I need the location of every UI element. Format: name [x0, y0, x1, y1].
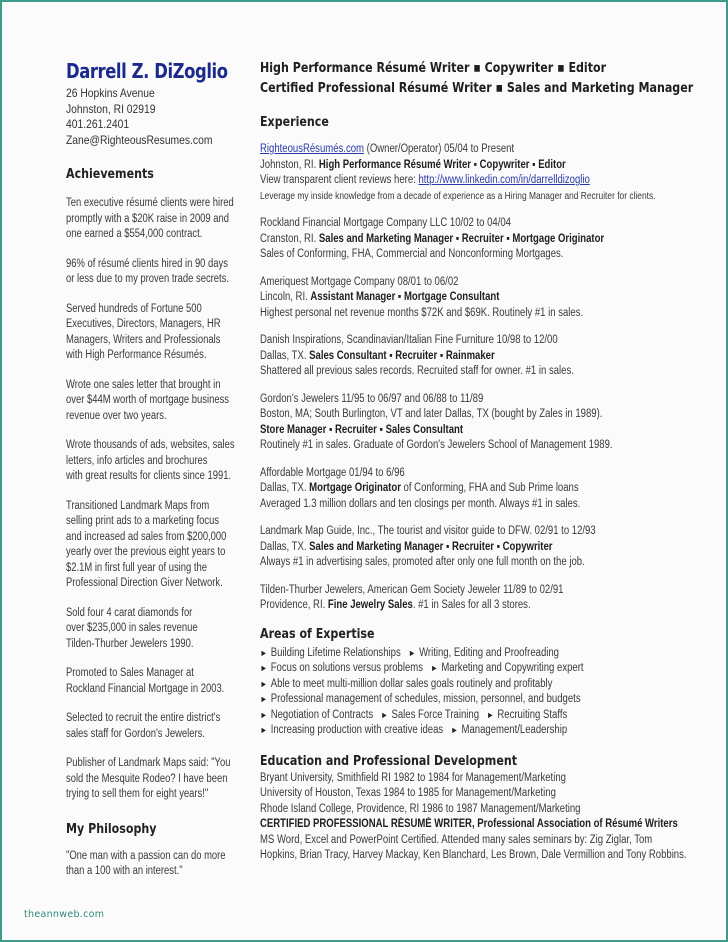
- achievements-heading: Achievements: [66, 166, 154, 182]
- triangle-bullet-icon: ►: [260, 647, 268, 658]
- expertise-item: Management/Leadership: [461, 724, 568, 736]
- achievement-line: Ten executive résumé clients were hired: [66, 197, 234, 209]
- achievement-line: Wrote thousands of ads, websites, sales: [66, 439, 235, 451]
- achievement-item: [66, 666, 246, 697]
- reviews-label: View transparent client reviews here:: [260, 174, 419, 186]
- job-role: Assistant Manager ▪ Mortgage Consultant: [310, 291, 500, 303]
- achievement-line: over $44M worth of mortgage business: [66, 394, 230, 406]
- triangle-bullet-icon: ►: [430, 663, 439, 673]
- certification-line: CERTIFIED PROFESSIONAL RÉSUMÉ WRITER, Professional Association of Résumé Writers: [260, 818, 678, 830]
- expertise-heading: Areas of Expertise: [260, 625, 375, 642]
- triangle-bullet-icon: ►: [450, 725, 459, 735]
- job-company-line: Tilden-Thurber Jewelers, American Gem Society Jeweler 11/89 to 02/91: [260, 583, 564, 596]
- phone: 401.261.2401: [66, 117, 130, 131]
- achievement-item: [66, 257, 246, 288]
- job-description: Always #1 in advertising sales, promoted after only one full month on the job.: [260, 556, 585, 568]
- job-entry: [260, 275, 700, 322]
- left-column: [66, 58, 246, 880]
- expertise-row: [260, 708, 625, 724]
- job-entry: [260, 142, 700, 204]
- triangle-bullet-icon: ►: [486, 709, 495, 720]
- philosophy-quote: [66, 849, 246, 880]
- education-line: University of Houston, Texas 1984 to 1985 for Management/Marketing: [260, 787, 556, 799]
- expertise-item: Focus on solutions versus problems: [270, 662, 423, 674]
- achievement-item: [66, 499, 246, 592]
- achievement-line: Rockland Financial Mortgage in 2003.: [66, 682, 225, 695]
- achievement-item: [66, 378, 246, 425]
- job-entry: [260, 466, 700, 513]
- achievement-line: revenue over two years.: [66, 409, 167, 422]
- achievement-line: 96% of résumé clients hired in 90 days: [66, 257, 228, 270]
- job-role-line: [260, 598, 625, 614]
- expertise-row: [260, 723, 625, 739]
- achievement-line: and increased ad sales from $200,000: [66, 530, 227, 543]
- expertise-item: Writing, Editing and Proofreading: [419, 646, 559, 659]
- job-note: Leverage my inside knowledge from a decade of experience as a Hiring Manager and Recruiter for clients.: [260, 190, 656, 202]
- achievement-item: [66, 756, 246, 803]
- triangle-bullet-icon: ►: [260, 678, 268, 689]
- triangle-bullet-icon: ►: [380, 709, 389, 720]
- expertise-list: [260, 646, 700, 739]
- job-role: Sales and Marketing Manager ▪ Recruiter ▪ Copywriter: [309, 540, 553, 553]
- philosophy-line: than a 100 with an interest.": [66, 865, 183, 877]
- job-role: Fine Jewelry Sales: [327, 599, 413, 611]
- candidate-name: Darrell Z. DiZoglio: [66, 59, 228, 83]
- job-company-line: Ameriquest Mortgage Company 08/01 to 06/02: [260, 275, 459, 288]
- reviews-line: [260, 173, 625, 189]
- job-location: Dallas, TX.: [260, 540, 310, 553]
- education-line: Bryant University, Smithfield RI 1982 to 1984 for Management/Marketing: [260, 771, 566, 784]
- achievement-line: yearly over the previous eight years to: [66, 546, 226, 558]
- expertise-item: Increasing production with creative ideas: [270, 724, 444, 736]
- job-location: Dallas, TX.: [260, 482, 310, 494]
- expertise-item: Sales Force Training: [391, 708, 480, 721]
- achievements-list: [66, 196, 246, 803]
- job-role: Mortgage Originator: [309, 482, 401, 494]
- achievement-line: Wrote one sales letter that brought in: [66, 378, 221, 391]
- triangle-bullet-icon: ►: [260, 709, 268, 720]
- job-location-line: Boston, MA; South Burlington, VT and later Dallas, TX (bought by Zales in 1989).: [260, 408, 603, 420]
- job-role: Store Manager ▪ Recruiter ▪ Sales Consultant: [260, 423, 464, 436]
- achievement-line: Promoted to Sales Manager at: [66, 667, 194, 679]
- right-column: [260, 58, 700, 864]
- address-line-2: Johnston, RI 02919: [66, 101, 156, 116]
- job-entry: [260, 583, 700, 614]
- expertise-row: [260, 692, 625, 708]
- achievement-line: letters, info articles and brochures: [66, 454, 208, 467]
- job-description: Shattered all previous sales records. Recruited staff for owner. #1 in sales.: [260, 365, 574, 377]
- job-role-line: [260, 290, 625, 306]
- email: Zane@RighteousResumes.com: [66, 132, 213, 147]
- linkedin-link[interactable]: http://www.linkedin.com/in/darrelldizoglio: [418, 174, 590, 186]
- achievement-line: promptly with a $20K raise in 2009 and: [66, 212, 230, 225]
- achievement-line: sales staff for Gordon's Jewelers.: [66, 727, 205, 740]
- address-line-1: 26 Hopkins Avenue: [66, 86, 155, 100]
- job-role-line: [260, 232, 625, 248]
- education-heading: Education and Professional Development: [260, 752, 518, 769]
- achievement-line: with High Performance Résumés.: [66, 349, 207, 361]
- achievement-line: Sold four 4 carat diamonds for: [66, 606, 193, 619]
- job-role-line: [260, 423, 625, 439]
- contact-block: [66, 86, 246, 148]
- philosophy-heading: My Philosophy: [66, 820, 157, 837]
- job-role-line: [260, 349, 625, 365]
- job-description: Highest personal net revenue months $72K and $69K. Routinely #1 in sales.: [260, 306, 584, 319]
- achievement-item: [66, 711, 246, 742]
- achievement-line: Transitioned Landmark Maps from: [66, 499, 210, 512]
- triangle-bullet-icon: ►: [260, 663, 268, 673]
- job-location: Providence, RI.: [260, 599, 328, 611]
- achievement-item: [66, 196, 246, 243]
- job-location: Cranston, RI.: [260, 232, 319, 245]
- job-role: High Performance Résumé Writer ▪ Copywriter ▪ Editor: [318, 158, 566, 171]
- achievement-line: or less due to my proven trade secrets.: [66, 273, 230, 285]
- job-description: Routinely #1 in sales. Graduate of Gordon's Jewelers School of Management 1989.: [260, 439, 613, 451]
- triangle-bullet-icon: ►: [408, 647, 416, 658]
- achievement-item: [66, 302, 246, 364]
- job-location: Dallas, TX.: [260, 349, 310, 362]
- achievement-line: Managers, Writers and Professionals: [66, 333, 221, 346]
- expertise-item: Able to meet multi-million dollar sales goals routinely and profitably: [270, 677, 553, 690]
- skills-line: MS Word, Excel and PowerPoint Certified. Attended many sales seminars by: Zig Ziglar, Tom: [260, 833, 653, 846]
- achievement-line: Publisher of Landmark Maps said: "You: [66, 757, 231, 769]
- expertise-item: Building Lifetime Relationships: [270, 646, 401, 659]
- job-role-detail: . #1 in Sales for all 3 stores.: [412, 599, 531, 611]
- company-website-link[interactable]: RighteousRésumés.com: [260, 143, 364, 155]
- job-role: Sales and Marketing Manager ▪ Recruiter ▪ Mortgage Originator: [318, 232, 605, 245]
- achievement-line: Professional Direction Giver Network.: [66, 577, 223, 589]
- tagline-2: Certified Professional Résumé Writer ▪ Sales and Marketing Manager: [260, 80, 694, 96]
- achievement-line: selling print ads to a marketing focus: [66, 515, 220, 527]
- job-company-line: Gordon's Jewelers 11/95 to 06/97 and 06/88 to 11/89: [260, 392, 484, 405]
- job-description: Averaged 1.3 million dollars and ten closings per month. Always #1 in sales.: [260, 497, 581, 510]
- job-location: Lincoln, RI.: [260, 291, 311, 303]
- achievement-line: Tilden-Thurber Jewelers 1990.: [66, 637, 194, 650]
- expertise-item: Negotiation of Contracts: [270, 708, 374, 721]
- achievement-line: Served hundreds of Fortune 500: [66, 302, 202, 315]
- philosophy-line: "One man with a passion can do more: [66, 849, 226, 862]
- job-company-line: [260, 142, 625, 158]
- tagline-1: High Performance Résumé Writer ▪ Copywriter ▪ Editor: [260, 60, 607, 76]
- expertise-row: [260, 661, 625, 677]
- expertise-item: Professional management of schedules, mission, personnel, and budgets: [270, 693, 581, 705]
- job-dates: (Owner/Operator) 05/04 to Present: [363, 143, 515, 155]
- job-role-line: [260, 540, 625, 556]
- job-company-line: Landmark Map Guide, Inc., The tourist and visitor guide to DFW. 02/91 to 12/93: [260, 525, 596, 537]
- expertise-item: Marketing and Copywriting expert: [441, 662, 584, 674]
- job-role-line: [260, 158, 625, 174]
- job-company-line: Rockland Financial Mortgage Company LLC 10/02 to 04/04: [260, 217, 511, 229]
- expertise-row: [260, 646, 625, 662]
- job-role-line: [260, 481, 625, 497]
- job-entry: [260, 216, 700, 263]
- job-description: Sales of Conforming, FHA, Commercial and Nonconforming Mortgages.: [260, 248, 564, 260]
- achievement-item: [66, 438, 246, 485]
- achievement-line: Selected to recruit the entire district's: [66, 712, 221, 724]
- expertise-item: Recruiting Staffs: [497, 708, 568, 721]
- job-entry: [260, 524, 700, 571]
- job-company-line: Affordable Mortgage 01/94 to 6/96: [260, 466, 405, 479]
- achievement-line: one earned a $554,000 contract.: [66, 228, 203, 240]
- achievement-item: [66, 606, 246, 653]
- watermark: theannweb.com: [24, 909, 105, 920]
- education-list: [260, 771, 700, 864]
- education-line: Rhode Island College, Providence, RI 1986 to 1987 Management/Marketing: [260, 802, 581, 815]
- achievement-line: sold the Mesquite Rodeo? I have been: [66, 772, 228, 785]
- job-entry: [260, 392, 700, 454]
- achievement-line: trying to sell them for eight years!": [66, 788, 209, 800]
- skills-line: Hopkins, Brian Tracy, Harvey Mackay, Ken Blanchard, Les Brown, Dale Vermillion and Tony Robbins.: [260, 849, 687, 861]
- job-role-detail: of Conforming, FHA and Sub Prime loans: [400, 482, 579, 494]
- job-company-line: Danish Inspirations, Scandinavian/Italian Fine Furniture 10/98 to 12/00: [260, 334, 558, 346]
- job-location: Johnston, RI.: [260, 158, 319, 171]
- triangle-bullet-icon: ►: [260, 694, 268, 704]
- expertise-row: [260, 677, 625, 693]
- achievement-line: with great results for clients since 1991.: [66, 470, 232, 482]
- job-entry: [260, 333, 700, 380]
- job-role: Sales Consultant ▪ Recruiter ▪ Rainmaker: [309, 349, 495, 362]
- triangle-bullet-icon: ►: [260, 725, 268, 735]
- experience-heading: Experience: [260, 114, 329, 130]
- achievement-line: $2.1M in first full year of using the: [66, 561, 208, 574]
- achievement-line: Executives, Directors, Managers, HR: [66, 318, 221, 330]
- achievement-line: over $235,000 in sales revenue: [66, 622, 198, 634]
